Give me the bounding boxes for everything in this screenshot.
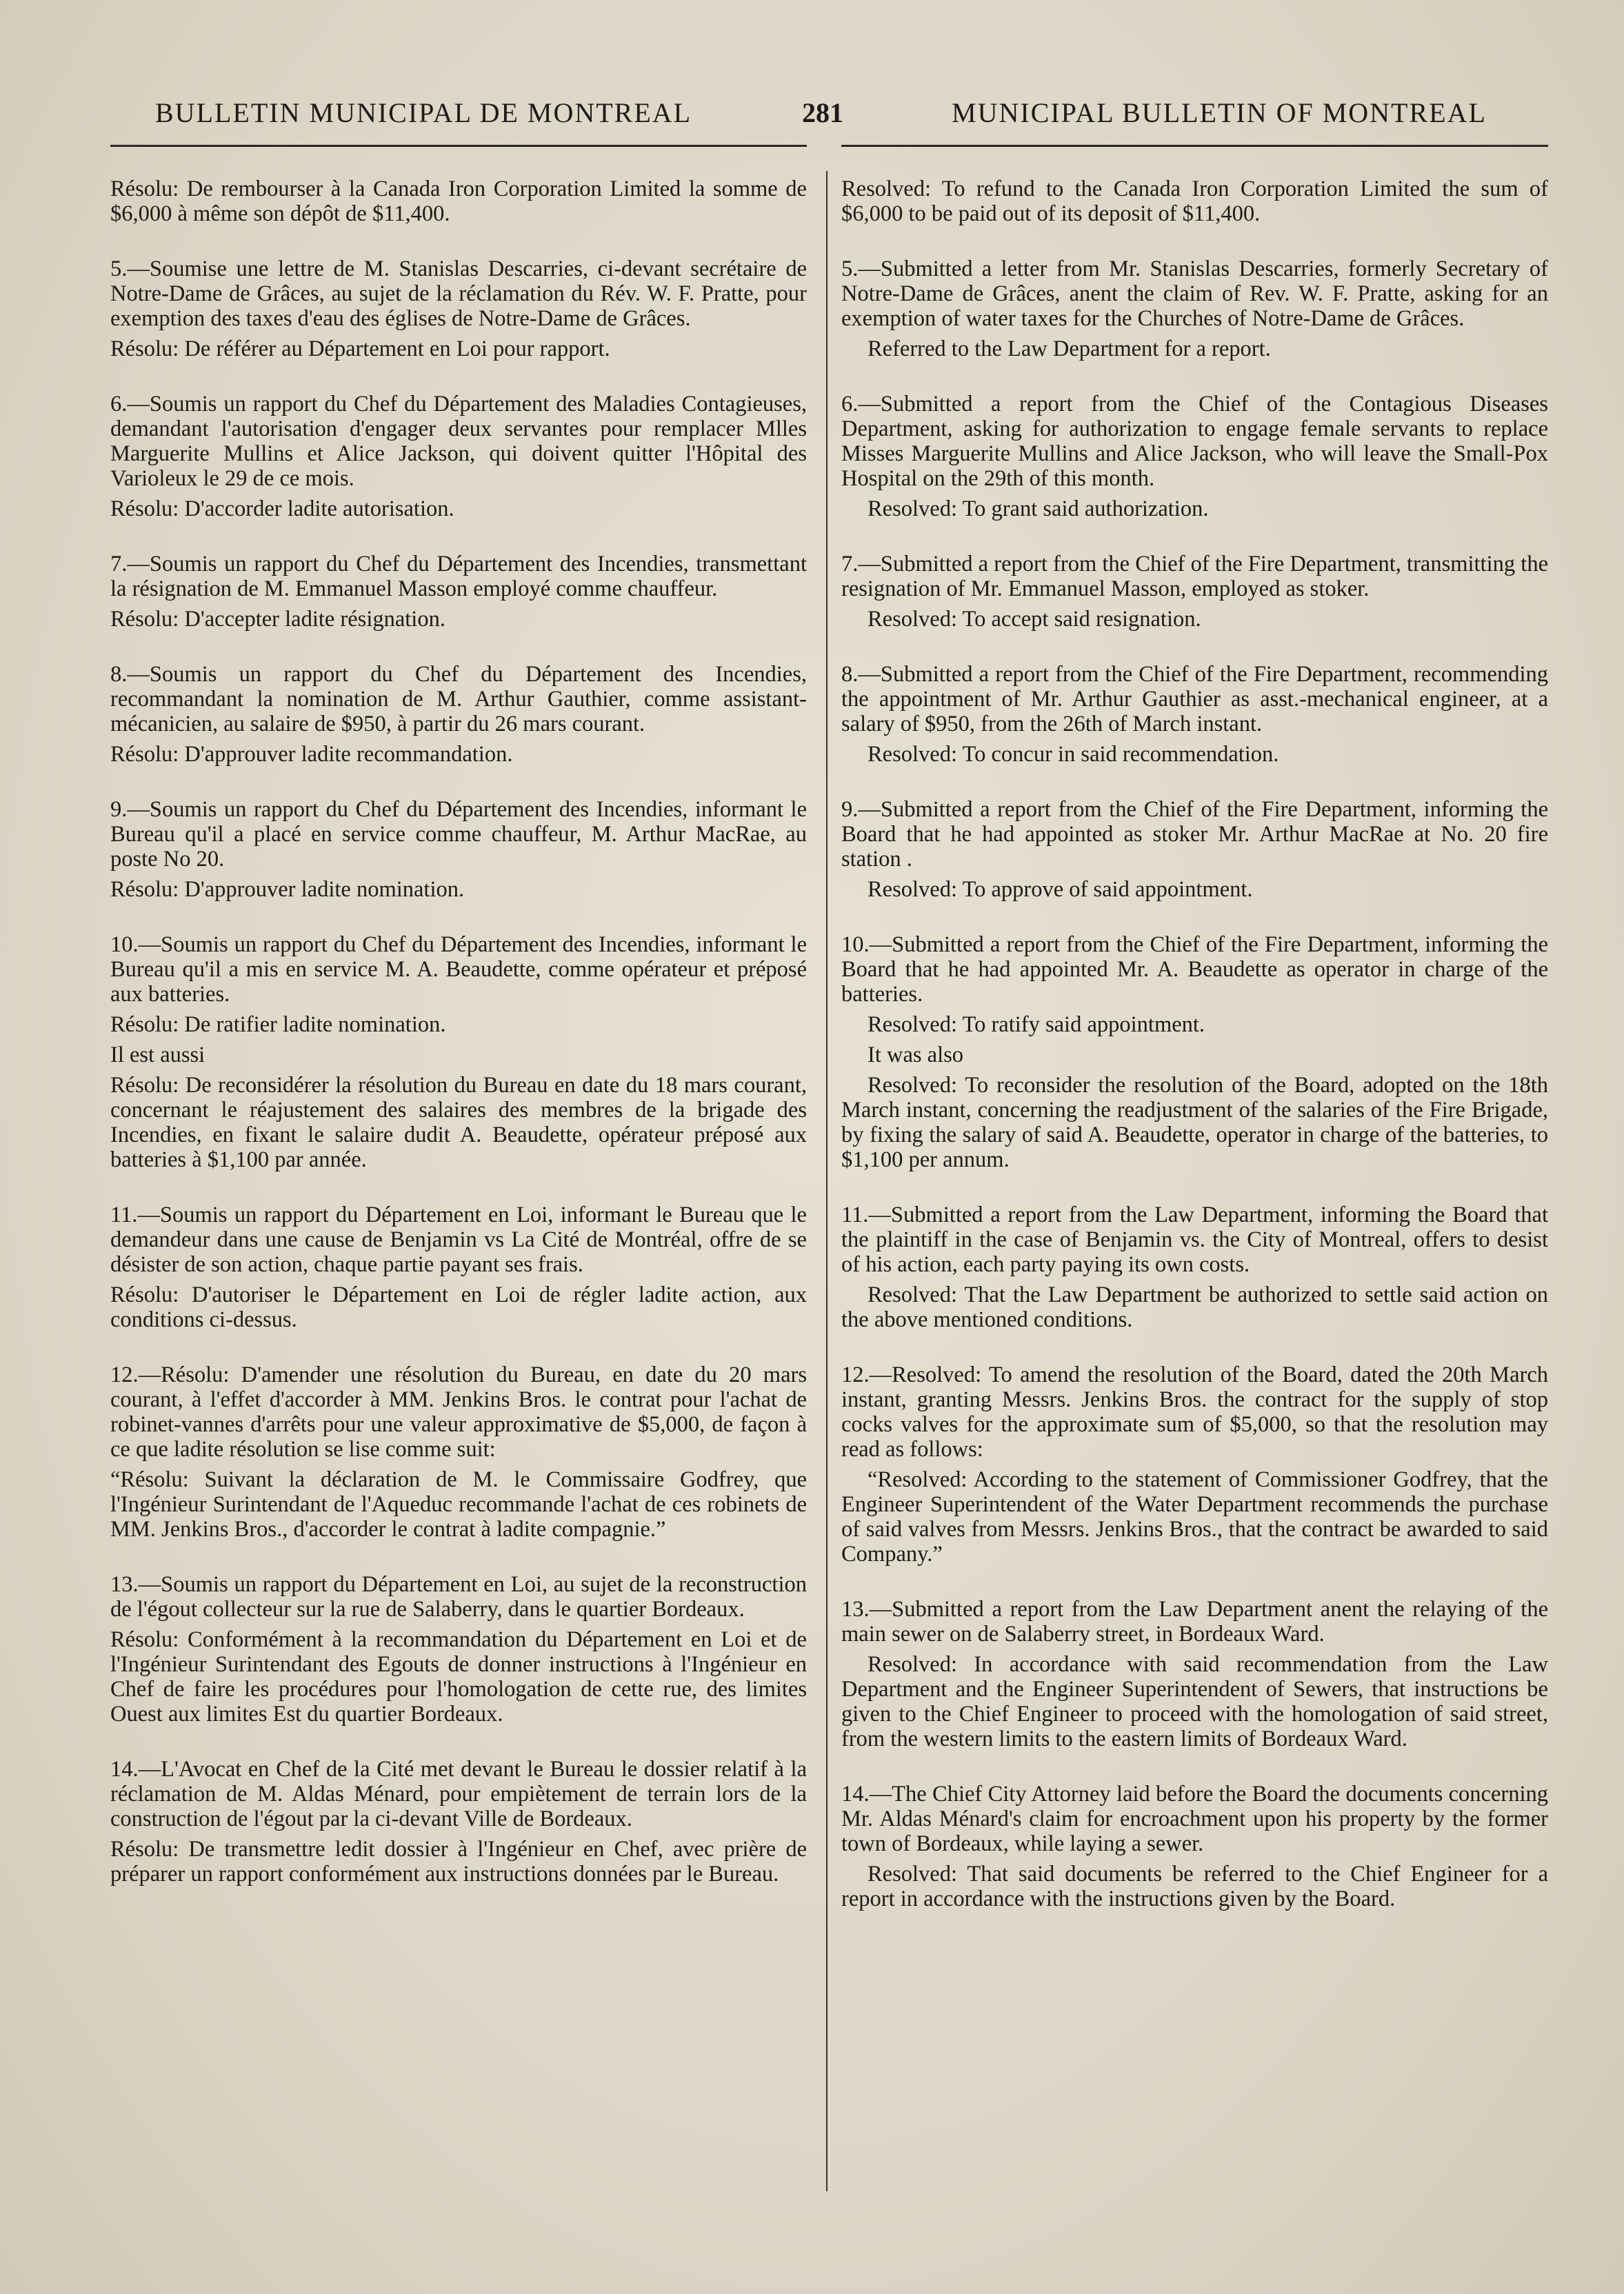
fr-paragraph: Résolu: De reconsidérer la résolution du Bureau en date du 18 mars courant, concernant le réajustement des salaires des membres de la brigade des Incendies, en fixant le salaire dudit A. Beaudette, opérateur préposé aux batteries à $1,100 par année. <box>110 1073 807 1172</box>
en-paragraph: “Resolved: According to the statement of Commissioner Godfrey, that the Engineer Superintendent of the Water Department recommends the purchase of said valves from Messrs. Jenkins Bros., that the contract be awarded to said Company.” <box>841 1467 1548 1567</box>
fr-paragraph: 6.—Soumis un rapport du Chef du Département des Maladies Contagieuses, demandant l'autorisation d'engager deux servantes pour remplacer Mlles Marguerite Mullins et Alice Jackson, qui doivent quitter l'Hôpital des Varioleux le 29 de ce mois. <box>110 392 807 491</box>
running-header <box>0 97 1624 138</box>
en-paragraph: It was also <box>868 1043 963 1067</box>
en-paragraph: 11.—Submitted a report from the Law Department, informing the Board that the plaintiff in the case of Benjamin vs. the City of Montreal, offers to desist of his action, each party paying its own costs. <box>841 1203 1548 1277</box>
en-paragraph: 7.—Submitted a report from the Chief of the Fire Department, transmitting the resignation of Mr. Emmanuel Masson, employed as stoker. <box>841 552 1548 601</box>
french-column <box>110 177 807 1886</box>
en-paragraph: 14.—The Chief City Attorney laid before the Board the documents concerning Mr. Aldas Ménard's claim for encroachment upon his property by the former town of Bordeaux, while laying a sewer. <box>841 1782 1548 1856</box>
en-paragraph: Resolved: That said documents be referred to the Chief Engineer for a report in accordance with the instructions given by the Board. <box>841 1862 1548 1911</box>
en-paragraph: Resolved: To refund to the Canada Iron Corporation Limited the sum of $6,000 to be paid out of its deposit of $11,400. <box>841 177 1548 226</box>
en-paragraph: 13.—Submitted a report from the Law Department anent the relaying of the main sewer on de Salaberry street, in Bordeaux Ward. <box>841 1597 1548 1647</box>
en-paragraph: Resolved: To ratify said appointment. <box>868 1012 1205 1037</box>
fr-paragraph: Résolu: D'accorder ladite autorisation. <box>110 496 454 521</box>
en-paragraph: Resolved: To concur in said recommendation. <box>868 742 1279 767</box>
en-paragraph: Referred to the Law Department for a report. <box>868 336 1271 361</box>
fr-paragraph: Il est aussi <box>110 1043 205 1067</box>
fr-paragraph: Résolu: De rembourser à la Canada Iron Corporation Limited la somme de $6,000 à même son dépôt de $11,400. <box>110 177 807 226</box>
en-paragraph: Resolved: To grant said authorization. <box>868 496 1209 521</box>
fr-paragraph: 5.—Soumise une lettre de M. Stanislas Descarries, ci-devant secrétaire de Notre-Dame de Grâces, au sujet de la réclamation du Rév. W. F. Pratte, pour exemption des taxes d'eau des églises de Notre-Dame de Grâces. <box>110 256 807 331</box>
header-right-title: MUNICIPAL BULLETIN OF MONTREAL <box>952 97 1487 128</box>
en-paragraph: 12.—Resolved: To amend the resolution of the Board, dated the 20th March instant, granting Messrs. Jenkins Bros. the contract for the supply of stop cocks valves for the approximate sum of $5,000, so that the resolution may read as follows: <box>841 1362 1548 1462</box>
fr-paragraph: 8.—Soumis un rapport du Chef du Département des Incendies, recommandant la nomination de M. Arthur Gauthier, comme assistant-mécanicien, au salaire de $950, à partir du 26 mars courant. <box>110 662 807 736</box>
en-paragraph: Resolved: To accept said resignation. <box>868 607 1201 632</box>
en-paragraph: Resolved: To approve of said appointment. <box>868 877 1253 902</box>
en-paragraph: 9.—Submitted a report from the Chief of the Fire Department, informing the Board that he had appointed as stoker Mr. Arthur MacRae at No. 20 fire station . <box>841 797 1548 872</box>
en-paragraph: Resolved: In accordance with said recommendation from the Law Department and the Engineer Superintendent of Sewers, that instructions be given to the Chief Engineer to proceed with the homologation of said street, from the western limits to the eastern limits of Bordeaux Ward. <box>841 1652 1548 1751</box>
en-paragraph: 8.—Submitted a report from the Chief of the Fire Department, recommending the appointment of Mr. Arthur Gauthier as asst.-mechanical engineer, at a salary of $950, from the 26th of March instant. <box>841 662 1548 736</box>
fr-paragraph: 14.—L'Avocat en Chef de la Cité met devant le Bureau le dossier relatif à la réclamation de M. Aldas Ménard, pour empiètement de terrain lors de la construction de l'égout par la ci-devant Ville de Bordeaux. <box>110 1757 807 1831</box>
fr-paragraph: Résolu: De référer au Département en Loi pour rapport. <box>110 336 610 361</box>
en-paragraph: 10.—Submitted a report from the Chief of the Fire Department, informing the Board that he had appointed Mr. A. Beaudette as operator in charge of the batteries. <box>841 932 1548 1007</box>
en-paragraph: 6.—Submitted a report from the Chief of the Contagious Diseases Department, asking for authorization to engage female servants to replace Misses Marguerite Mullins and Alice Jackson, who will leave the Small-Pox Hospital on the 29th of this month. <box>841 392 1548 491</box>
fr-paragraph: 7.—Soumis un rapport du Chef du Département des Incendies, transmettant la résignation de M. Emmanuel Masson employé comme chauffeur. <box>110 552 807 601</box>
fr-paragraph: 13.—Soumis un rapport du Département en Loi, au sujet de la reconstruction de l'égout collecteur sur la rue de Salaberry, dans le quartier Bordeaux. <box>110 1572 807 1622</box>
fr-paragraph: 11.—Soumis un rapport du Département en Loi, informant le Bureau que le demandeur dans une cause de Benjamin vs La Cité de Montréal, offre de se désister de son action, chaque partie payant ses frais. <box>110 1203 807 1277</box>
fr-paragraph: Résolu: Conformément à la recommandation du Département en Loi et de l'Ingénieur Surintendant des Egouts de donner instructions à l'Ingénieur en Chef de faire les procédures pour l'homologation de cette rue, des limites Ouest aux limites Est du quartier Bordeaux. <box>110 1627 807 1727</box>
fr-paragraph: Résolu: D'autoriser le Département en Loi de régler ladite action, aux conditions ci-dessus. <box>110 1282 807 1332</box>
header-rule-right <box>841 145 1548 147</box>
header-left-title: BULLETIN MUNICIPAL DE MONTREAL <box>155 97 692 128</box>
fr-paragraph: Résolu: De transmettre ledit dossier à l'Ingénieur en Chef, avec prière de préparer un rapport conformément aux instructions données par le Bureau. <box>110 1837 807 1886</box>
en-paragraph: 5.—Submitted a letter from Mr. Stanislas Descarries, formerly Secretary of Notre-Dame de Grâces, anent the claim of Rev. W. F. Pratte, asking for an exemption of water taxes for the Churches of Notre-Dame de Grâces. <box>841 256 1548 331</box>
fr-paragraph: Résolu: D'approuver ladite recommandation. <box>110 742 513 767</box>
fr-paragraph: Résolu: De ratifier ladite nomination. <box>110 1012 446 1037</box>
en-paragraph: Resolved: That the Law Department be authorized to settle said action on the above mentioned conditions. <box>841 1282 1548 1332</box>
fr-paragraph: Résolu: D'approuver ladite nomination. <box>110 877 465 902</box>
fr-paragraph: Résolu: D'accepter ladite résignation. <box>110 607 445 632</box>
fr-paragraph: 9.—Soumis un rapport du Chef du Département des Incendies, informant le Bureau qu'il a placé en service comme chauffeur, M. Arthur MacRae, au poste No 20. <box>110 797 807 872</box>
fr-paragraph: “Résolu: Suivant la déclaration de M. le Commissaire Godfrey, que l'Ingénieur Surintendant de l'Aqueduc recommande l'achat de ces robinets de MM. Jenkins Bros., d'accorder le contrat à ladite compagnie.” <box>110 1467 807 1542</box>
header-rule-left <box>110 145 807 147</box>
fr-paragraph: 10.—Soumis un rapport du Chef du Département des Incendies, informant le Bureau qu'il a mis en service M. A. Beaudette, comme opérateur et préposé aux batteries. <box>110 932 807 1007</box>
page-number: 281 <box>802 97 843 128</box>
english-column <box>841 177 1548 1911</box>
fr-paragraph: 12.—Résolu: D'amender une résolution du Bureau, en date du 20 mars courant, à l'effet d'accorder à MM. Jenkins Bros. le contrat pour l'achat de robinet-vannes d'arrêts pour une valeur approximative de $5,000, de façon à ce que ladite résolution se lise comme suit: <box>110 1362 807 1462</box>
column-divider <box>826 171 828 2191</box>
en-paragraph: Resolved: To reconsider the resolution of the Board, adopted on the 18th March instant, concerning the readjustment of the salaries of the Fire Brigade, by fixing the salary of said A. Beaudette, operator in charge of the batteries, to $1,100 per annum. <box>841 1073 1548 1172</box>
